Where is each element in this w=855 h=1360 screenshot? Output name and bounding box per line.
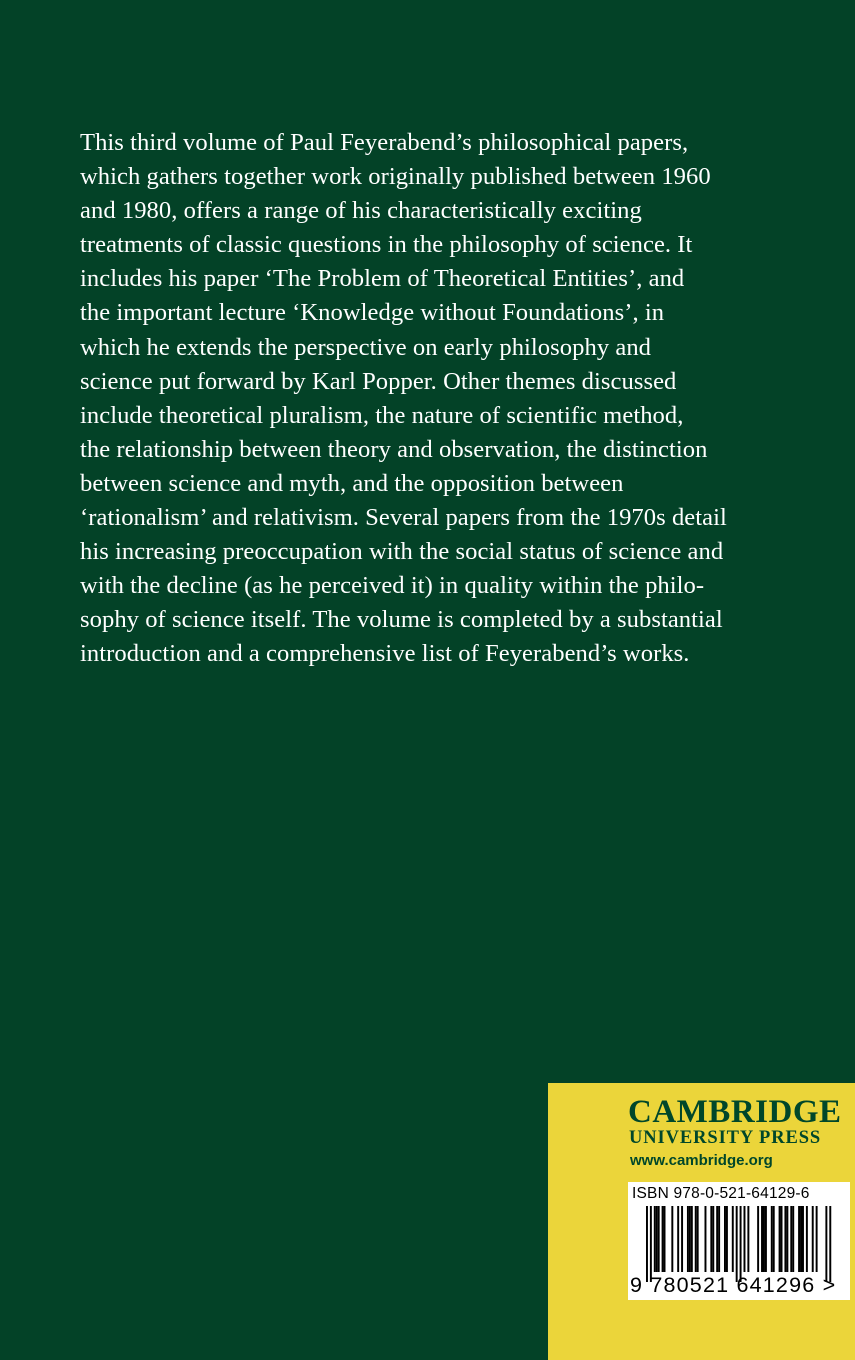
back-cover-blurb [80,126,810,672]
blurb-line: the relationship between theory and observation, the distinction [80,435,708,463]
barcode-bar [786,1206,788,1272]
blurb-line: includes his paper ‘The Problem of Theoretical Entities’, and [80,265,685,293]
blurb-line: and 1980, offers a range of his characteristically exciting [80,197,642,225]
barcode-bar [691,1206,693,1272]
barcode-bar [712,1206,714,1272]
barcode-bar [662,1206,664,1272]
barcode-bar [664,1206,666,1272]
barcode-bar [816,1206,818,1272]
blurb-line: This third volume of Paul Feyerabend’s philosophical papers, [80,129,689,156]
publisher-box [548,1083,855,1360]
publisher-name: CAMBRIDGE [628,1094,842,1130]
publisher-url[interactable]: www.cambridge.org [630,1152,773,1169]
barcode-bar [800,1206,802,1272]
barcode-bar [687,1206,689,1272]
barcode-bar [732,1206,734,1272]
barcode-bar [825,1206,827,1282]
barcode-bar [802,1206,804,1272]
barcode-bar [761,1206,763,1272]
barcode-bar [724,1206,726,1272]
blurb-line: sophy of science itself. The volume is completed by a substantial [80,606,723,634]
barcode-bar [771,1206,773,1272]
barcode-bar [658,1206,660,1272]
blurb-line: which he extends the perspective on early philosophy and [80,333,652,361]
barcode-bar [681,1206,683,1272]
barcode-bar [726,1206,728,1272]
barcode-bar [792,1206,794,1272]
blurb-line: include theoretical pluralism, the nature of scientific method, [80,401,684,429]
barcode-bar [740,1206,742,1282]
blurb-line: treatments of classic questions in the philosophy of science. It [80,231,693,259]
blurb-line: ‘rationalism’ and relativism. Several papers from the 1970s detail [80,504,727,532]
barcode-bar [646,1206,648,1282]
barcode-bar [806,1206,808,1272]
barcode-bar [779,1206,781,1272]
blurb-line: between science and myth, and the opposition between [80,469,624,497]
publisher-subtitle: UNIVERSITY PRESS [629,1128,822,1148]
barcode-bar [710,1206,712,1272]
barcode-bar [763,1206,765,1272]
barcode-bar [781,1206,783,1272]
barcode-bar [744,1206,746,1272]
barcode-digits: 9 780521 641296 > [630,1273,837,1297]
barcode-bar [654,1206,656,1272]
blurb-line: with the decline (as he perceived it) in quality within the philo- [80,572,705,600]
barcode-bar [829,1206,831,1282]
blurb-line: which gathers together work originally published between 1960 [80,163,711,191]
barcode-bar [812,1206,814,1272]
barcode-bar [765,1206,767,1272]
barcode-bar [790,1206,792,1272]
barcode-bar [736,1206,738,1282]
barcode-bar [798,1206,800,1272]
blurb-line: introduction and a comprehensive list of Feyerabend’s works. [80,640,690,668]
barcode-bar [656,1206,658,1272]
blurb-line: the important lecture ‘Knowledge without Foundations’, in [80,299,665,327]
barcode-bar [650,1206,652,1282]
barcode-bar [705,1206,707,1272]
barcode-bar [716,1206,718,1272]
blurb-line: his increasing preoccupation with the social status of science and [80,538,724,566]
barcode-bar [757,1206,759,1272]
barcode-bar [677,1206,679,1272]
isbn-label: ISBN 978-0-521-64129-6 [632,1185,810,1202]
barcode-bar [747,1206,749,1272]
barcode-bar [773,1206,775,1272]
barcode-bar [695,1206,697,1272]
barcode-bar [718,1206,720,1272]
barcode-bar [671,1206,673,1272]
blurb-line: science put forward by Karl Popper. Other themes discussed [80,367,677,395]
barcode-panel [628,1182,850,1300]
barcode-bar [689,1206,691,1272]
barcode-bar [697,1206,699,1272]
barcode-bar [784,1206,786,1272]
